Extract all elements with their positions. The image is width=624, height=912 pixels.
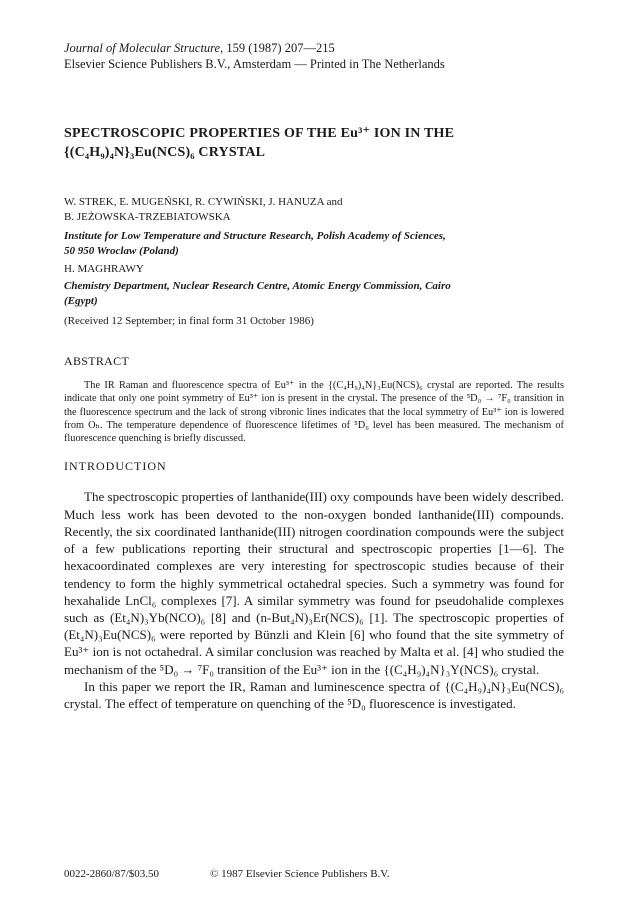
received-date: (Received 12 September; in final form 31 October 1986) [64, 315, 314, 327]
publisher-line: Elsevier Science Publishers B.V., Amsterdam — Printed in The Netherlands [64, 57, 445, 71]
journal-header [64, 40, 564, 72]
author-3: H. MAGHRAWY [64, 263, 144, 275]
article-title [64, 124, 564, 162]
article-page [64, 40, 564, 712]
introduction-body [64, 488, 564, 712]
introduction-heading: INTRODUCTION [64, 459, 167, 474]
authors-line-2: B. JEŻOWSKA-TRZEBIATOWSKA [64, 211, 231, 223]
affiliation-1 [64, 229, 564, 259]
affiliation-2-line-1: Chemistry Department, Nuclear Research Centre, Atomic Energy Commission, Cairo [64, 280, 451, 292]
author-list [64, 195, 564, 225]
abstract-heading: ABSTRACT [64, 354, 130, 368]
journal-citation [64, 40, 564, 56]
paragraph-2: In this paper we report the IR, Raman and luminescence spectra of {(C₄H₉)₄N}₃Eu(NCS)₆ crystal. The effect of temperature on quenching of the ⁵D₀ fluorescence is investigated. [64, 678, 564, 711]
title-line-1: SPECTROSCOPIC PROPERTIES OF THE Eu³⁺ ION IN THE [64, 126, 455, 141]
journal-reference: , 159 (1987) 207—215 [220, 41, 335, 55]
affiliation-1-line-2: 50 950 Wroclaw (Poland) [64, 245, 179, 257]
abstract-text: The IR Raman and fluorescence spectra of Eu³⁺ in the {(C₄H₉)₄N}₃Eu(NCS)₆ crystal are reported. The results indicate that only one point symmetry of Eu³⁺ ion is present in the crystal. The presence of the ⁵D₀ → ⁷F₀ transition in the fluorescence spectrum and the lack of strong vibronic lines indicates that the local symmetry of Eu³⁺ ion is lowered from Oₕ. The temperature dependence of fluorescence lifetimes of ⁵D₀ level has been measured. The mechanism of fluorescence quenching is briefly discussed. [64, 380, 564, 445]
title-line-2: {(C₄H₉)₄N}₃Eu(NCS)₆ CRYSTAL [64, 145, 266, 160]
journal-name: Journal of Molecular Structure [64, 41, 221, 55]
affiliation-2-line-2: (Egypt) [64, 295, 98, 307]
affiliation-2 [64, 279, 564, 309]
authors-line-1: W. STREK, E. MUGEŃSKI, R. CYWIŃSKI, J. HANUZA and [64, 196, 343, 208]
affiliation-1-line-1: Institute for Low Temperature and Structure Research, Polish Academy of Sciences, [64, 230, 446, 242]
paragraph-1: The spectroscopic properties of lanthanide(III) oxy compounds have been widely described. Much less work has been devoted to the non-oxygen bonded lanthanide(III) compounds. Recently, the six coordinated lanthanide(III) nitrogen coordination compounds were the subject of a few publications reporting their structural and spectroscopic properties [1—6]. The hexacoordinated complexes are very interesting for spectroscopic studies because of their tendency to form the highly symmetrical octahedral species. Such a symmetry was found for hexahalide LnCl₆ complexes [7]. A similar symmetry was found for pseudohalide complexes such as (Et₄N)₃Yb(NCO)₆ [8] and (n-But₄N)₃Er(NCS)₆ [1]. The spectroscopic properties of (Et₄N)₃Eu(NCS)₆ were reported by Bünzli and Klein [6] who found that the site symmetry of Eu³⁺ ion is not octahedral. A similar conclusion was reached by Malta et al. [4] who studied the mechanism of the ⁵D₀ → ⁷F₀ transition of the Eu³⁺ ion in the {(C₄H₉)₄N}₃Y(NCS)₆ crystal. [64, 489, 564, 677]
copyright-notice: © 1987 Elsevier Science Publishers B.V. [210, 868, 390, 880]
issn-code: 0022-2860/87/$03.50 [64, 868, 160, 880]
